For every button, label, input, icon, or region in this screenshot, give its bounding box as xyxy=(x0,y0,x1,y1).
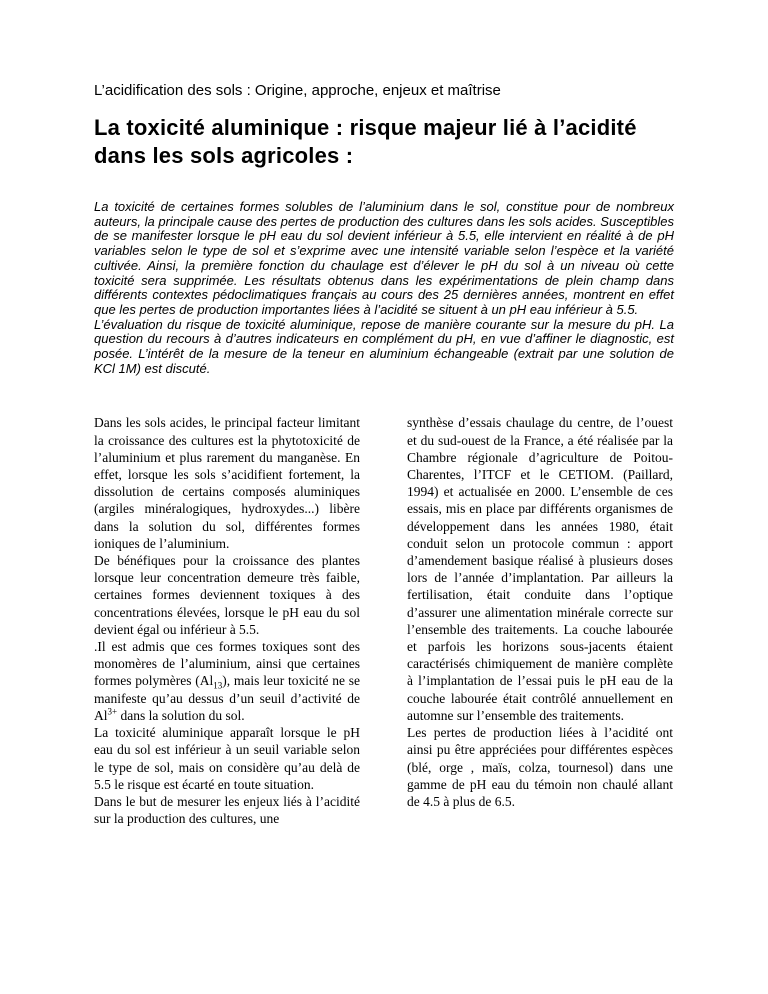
paragraph-text: ), mais leur toxicité ne se manifeste qu’au dessus d’un seuil d’activité de Al xyxy=(94,673,360,723)
abstract-paragraph-1: La toxicité de certaines formes solubles de l’aluminium dans le sol, constitue pour de nombreux auteurs, la principale cause des pertes de production des cultures dans les sols acides. Susceptibles de se manifester lorsque le pH eau du sol devient inférieur à 5.5, elle intervient en réalité à de pH variables selon le type de sol et s’exprime avec une intensité variable selon l’espèce et la variété cultivée. Ainsi, la première fonction du chaulage est d’élever le pH du sol à un niveau où cette toxicité sera supprimée. Les résultats obtenus dans les expérimentations de plein champ dans différents contextes pédoclimatiques français au cours des 25 dernières années, montrent en effet que les pertes de production importantes liées à l’acidité se situent à un pH eau inférieur à 5.5. xyxy=(94,199,674,317)
chemical-subscript: 13 xyxy=(213,681,223,692)
body-paragraph: synthèse d’essais chaulage du centre, de l’ouest et du sud-ouest de la France, a été réalisée par la Chambre régionale d’agriculture de Poitou-Charentes, l’ITCF et le CETIOM. (Paillard, 1994) et actualisée en 2000. L’ensemble de ces essais, mis en place par différents organismes de développement dans les années 1980, était conduit selon un protocole commun : apport d’amendement basique réalisé à plusieurs doses lors de l’année d’implantation. Par ailleurs la fertilisation, était conduite dans l’optique d’assurer une alimentation minérale correcte sur l’ensemble des traitements. La couche labourée et parfois les horizons sous-jacents étaient caractérisés chimiquement de manière complète à l’implantation de l’essai puis le pH eau de la couche labourée était contrôlé annuellement en automne sur l’ensemble des traitements. xyxy=(407,415,673,723)
left-column xyxy=(94,414,360,827)
abstract-paragraph-2: L’évaluation du risque de toxicité aluminique, repose de manière courante sur la mesure du pH. La question du recours à d’autres indicateurs en complément du pH, en vue d’affiner le diagnostic, est posée. L’intérêt de la mesure de la teneur en aluminium échangeable (extrait par une solution de KCl 1M) est discuté. xyxy=(94,316,674,376)
chemical-superscript: 3+ xyxy=(107,706,118,717)
abstract-section xyxy=(94,200,674,376)
body-paragraph: Dans le but de mesurer les enjeux liés à l’acidité sur la production des cultures, une xyxy=(94,793,360,827)
page-title: La toxicité aluminique : risque majeur lié à l’acidité dans les sols agricoles : xyxy=(94,115,637,168)
body-paragraph: La toxicité aluminique apparaît lorsque le pH eau du sol est inférieur à un seuil variable selon le type de sol, mais on considère qu’au delà de 5.5 le risque est écarté en toute situation. xyxy=(94,725,360,792)
document-subtitle: L’acidification des sols : Origine, approche, enjeux et maîtrise xyxy=(94,82,501,99)
body-paragraph xyxy=(94,638,360,724)
right-column xyxy=(407,414,673,827)
body-columns xyxy=(94,414,674,827)
paragraph-text: .Il est admis que ces formes toxiques sont des monomères de l’aluminium, ainsi que certaines formes polymères (Al xyxy=(94,639,360,689)
body-paragraph: Les pertes de production liées à l’acidité ont ainsi pu être appréciées pour différentes espèces (blé, orge , maïs, colza, tournesol) dans une gamme de pH eau du témoin non chaulé allant de 4.5 à plus de 6.5. xyxy=(407,725,673,809)
body-paragraph: De bénéfiques pour la croissance des plantes lorsque leur concentration demeure très faible, certaines formes deviennent toxiques à des concentrations élevées, lorsque le pH eau du sol devient égal ou inférieur à 5.5. xyxy=(94,553,360,637)
body-paragraph: Dans les sols acides, le principal facteur limitant la croissance des cultures est la phytotoxicité de l’aluminium et plus rarement du manganèse. En effet, lorsque les sols s’acidifient fortement, la dissolution de certains composés aluminiques (argiles minéralogiques, hydroxydes...) libère dans la solution du sol, différentes formes ioniques de l’aluminium. xyxy=(94,415,360,551)
paragraph-text: dans la solution du sol. xyxy=(117,707,245,723)
